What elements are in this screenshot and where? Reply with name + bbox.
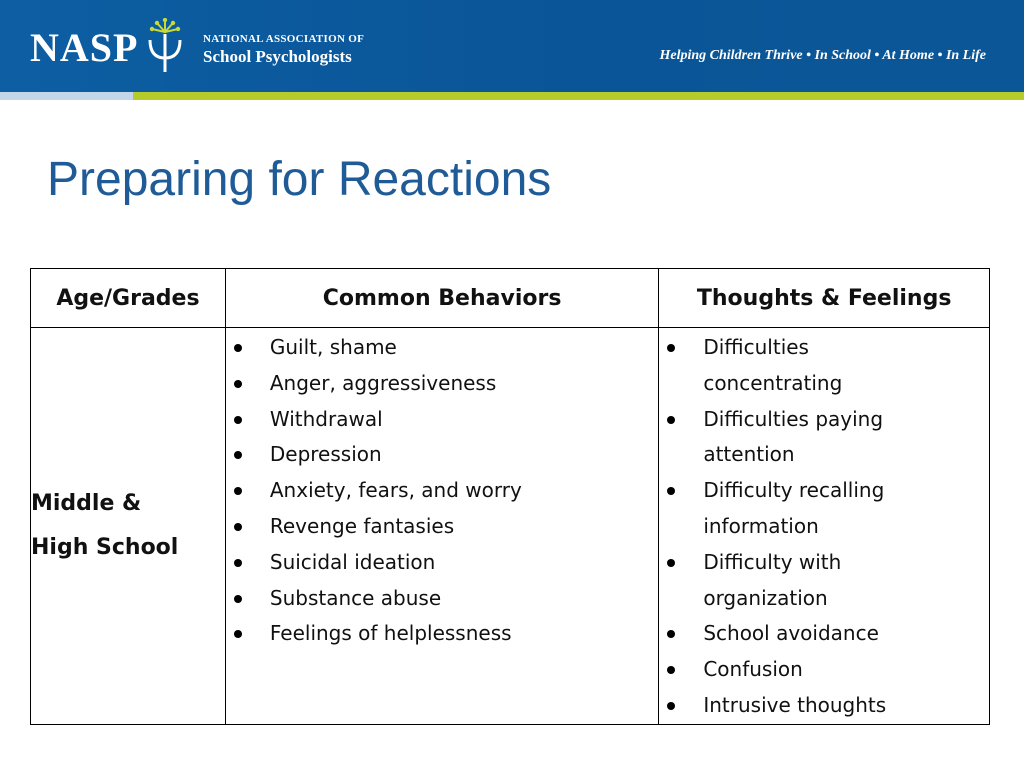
header-thoughts-feelings: Thoughts & Feelings	[659, 269, 990, 328]
table-header-row	[31, 269, 990, 328]
list-item: Anger, aggressiveness	[226, 366, 658, 402]
list-item-line: School avoidance	[703, 621, 879, 646]
reactions-table	[30, 268, 990, 725]
list-item	[659, 545, 989, 617]
age-group-line: High School	[31, 534, 179, 560]
list-item-line: Intrusive thoughts	[703, 692, 887, 717]
behaviors-cell	[225, 328, 658, 725]
list-item	[659, 402, 989, 474]
org-name-line1: NATIONAL ASSOCIATION OF	[203, 33, 365, 45]
list-item: Revenge fantasies	[226, 509, 658, 545]
header-common-behaviors: Common Behaviors	[225, 269, 658, 328]
tagline: Helping Children Thrive • In School • At Home • In Life	[659, 48, 986, 63]
header-age-grades: Age/Grades	[31, 269, 226, 328]
list-item: Substance abuse	[226, 581, 658, 617]
list-item-line: Difficulties paying	[703, 406, 884, 431]
list-item	[659, 688, 989, 724]
list-item	[659, 616, 989, 652]
list-item-line: Difficulty with	[703, 549, 842, 574]
list-item: Guilt, shame	[226, 330, 658, 366]
list-item	[659, 473, 989, 545]
list-item: Suicidal ideation	[226, 545, 658, 581]
thoughts-list	[659, 328, 989, 724]
accent-stripe	[0, 92, 1024, 100]
age-group-cell	[31, 328, 226, 725]
behaviors-list	[226, 328, 658, 652]
list-item	[659, 652, 989, 688]
table-row	[31, 328, 990, 725]
list-item	[659, 330, 989, 402]
nasp-logo-text: NASP	[30, 25, 139, 70]
list-item-line: information	[703, 513, 819, 538]
psi-logo-icon	[140, 18, 190, 74]
list-item: Depression	[226, 437, 658, 473]
list-item: Anxiety, fears, and worry	[226, 473, 658, 509]
list-item: Withdrawal	[226, 402, 658, 438]
list-item-line: Difficulty recalling	[703, 478, 885, 503]
age-group-line: Middle &	[31, 490, 142, 516]
org-name-line2: School Psychologists	[203, 47, 352, 66]
list-item-line: concentrating	[703, 370, 843, 395]
thoughts-cell	[659, 328, 990, 725]
list-item: Feelings of helplessness	[226, 616, 658, 652]
header-banner	[0, 0, 1024, 92]
list-item-line: Confusion	[703, 657, 803, 682]
list-item-line: organization	[703, 585, 828, 610]
list-item-line: Difficulties	[703, 335, 809, 359]
list-item-line: attention	[703, 442, 795, 467]
page-title: Preparing for Reactions	[47, 153, 552, 206]
